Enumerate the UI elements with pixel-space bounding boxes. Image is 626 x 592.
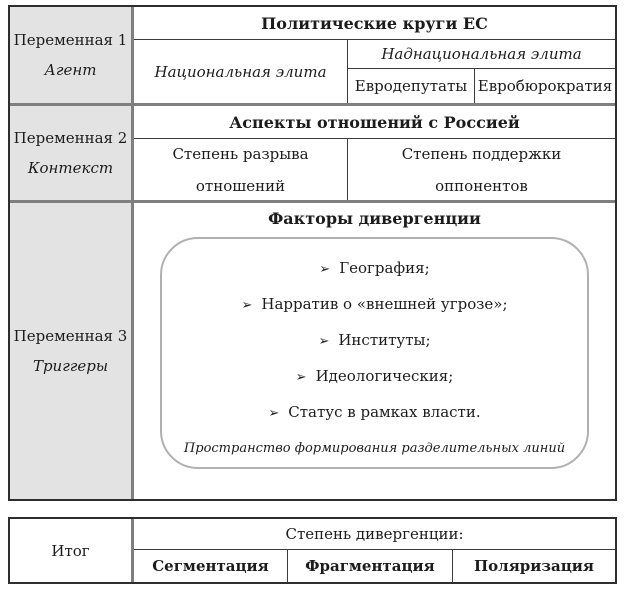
opponent-support-cell: Степень поддержки оппонентов [401,144,562,195]
variable3-label: Переменная 3 [13,327,128,345]
eurobureaucracy-cell: Евробюрократия [477,77,613,95]
list-item: ➢ География; [319,259,430,277]
factors-list [241,257,507,425]
polarization-cell: Поляризация [473,557,595,575]
arrow-bullet-icon: ➢ [268,406,280,421]
variable1-label: Переменная 1 [13,31,128,49]
divergence-factors-header: Факторы дивергенции [268,208,481,228]
rupture-degree-cell: Степень разрыва отношений [134,139,348,200]
national-elite-cell: Национальная элита [134,40,348,103]
arrow-bullet-icon: ➢ [318,334,330,349]
segmentation-cell: Сегментация [134,550,288,582]
variable3-cell [10,203,134,499]
eu-political-circles-header: Политические круги ЕС [134,7,615,40]
factors-box [160,237,589,469]
row-variable3 [10,200,615,499]
agent-label: Агент [44,61,97,79]
list-item: ➢ Идеологическия; [295,367,454,385]
variable2-label: Переменная 2 [13,129,128,147]
arrow-bullet-icon: ➢ [295,370,307,385]
arrow-bullet-icon: ➢ [319,262,331,277]
list-item: ➢ Институты; [318,331,431,349]
variable1-cell [10,7,134,103]
arrow-bullet-icon: ➢ [241,298,253,313]
mep-cell: Евродепутаты [348,69,475,103]
list-item: ➢ Статус в рамках власти. [268,403,481,421]
dividing-lines-caption: Пространство формирования разделительных линий [183,441,566,456]
row-variable2 [10,103,615,200]
variable2-cell [10,106,134,200]
summary-table [8,517,617,584]
context-label: Контекст [27,159,114,177]
variables-table [8,5,617,501]
relations-aspects-header: Аспекты отношений с Россией [134,106,615,139]
list-item: ➢ Нарратив о «внешней угрозе»; [241,295,508,313]
divergence-degree-header: Степень дивергенции: [134,519,615,550]
triggers-label: Триггеры [32,357,109,375]
itog-cell: Итог [10,519,134,582]
row-variable1 [10,7,615,103]
fragmentation-cell: Фрагментация [288,550,453,582]
supranational-elite-cell: Наднациональная элита [348,40,615,69]
